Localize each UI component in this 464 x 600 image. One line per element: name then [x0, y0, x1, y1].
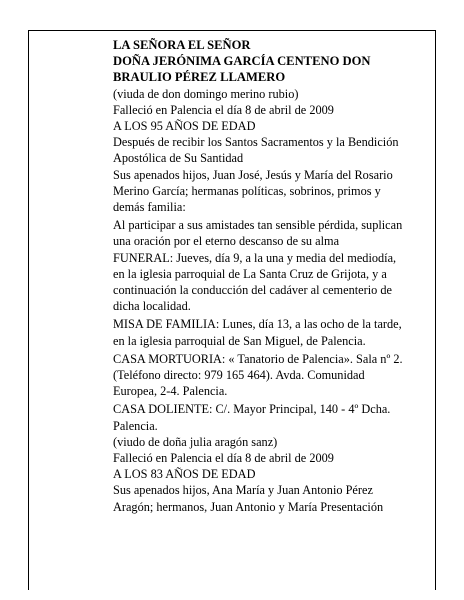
age-1: A LOS 95 AÑOS DE EDAD: [113, 119, 256, 134]
family-text-2: Sus apenados hijos, Ana María y Juan Antonio Pérez Aragón; hermanos, Juan Antonio y María Presentación: [113, 483, 384, 514]
obituary-notice: [113, 37, 403, 515]
heading-titles: LA SEÑORA EL SEÑOR: [113, 38, 251, 52]
death-date-1: Falleció en Palencia el día 8 de abril de 2009: [113, 102, 334, 117]
widower-note: (viudo de doña julia aragón sanz): [113, 434, 278, 449]
casa-mortuoria-text: CASA MORTUORIA: « Tanatorio de Palencia». Sala nº 2. (Teléfono directo: 979 165 464). Avda. Comunidad Europea, 2-4. Palencia.: [113, 351, 403, 399]
heading-names: DOÑA JERÓNIMA GARCÍA CENTENO DON BRAULIO PÉREZ LLAMERO: [113, 54, 371, 85]
age-2: A LOS 83 AÑOS DE EDAD: [113, 467, 256, 482]
death-date-2: Falleció en Palencia el día 8 de abril de 2009: [113, 451, 334, 466]
sacraments-text: Después de recibir los Santos Sacramentos y la Bendición Apostólica de Su Santidad: [113, 135, 399, 166]
misa-text: MISA DE FAMILIA: Lunes, día 13, a las ocho de la tarde, en la iglesia parroquial de San Miguel, de Palencia.: [113, 317, 402, 348]
funeral-text: FUNERAL: Jueves, día 9, a la una y media del mediodía, en la iglesia parroquial de La Santa Cruz de Grijota, y a continuación la conducción del cadáver al cementerio de dicha localidad.: [113, 250, 397, 314]
widow-note: (viuda de don domingo merino rubio): [113, 86, 299, 101]
family-text-1: Sus apenados hijos, Juan José, Jesús y María del Rosario Merino García; hermanas políticas, sobrinos, primos y demás familia:: [113, 167, 393, 215]
request-text: Al participar a sus amistades tan sensible pérdida, suplican una oración por el eterno descanso de su alma: [113, 218, 403, 249]
casa-doliente-text: CASA DOLIENTE: C/. Mayor Principal, 140 - 4º Dcha. Palencia.: [113, 402, 391, 433]
